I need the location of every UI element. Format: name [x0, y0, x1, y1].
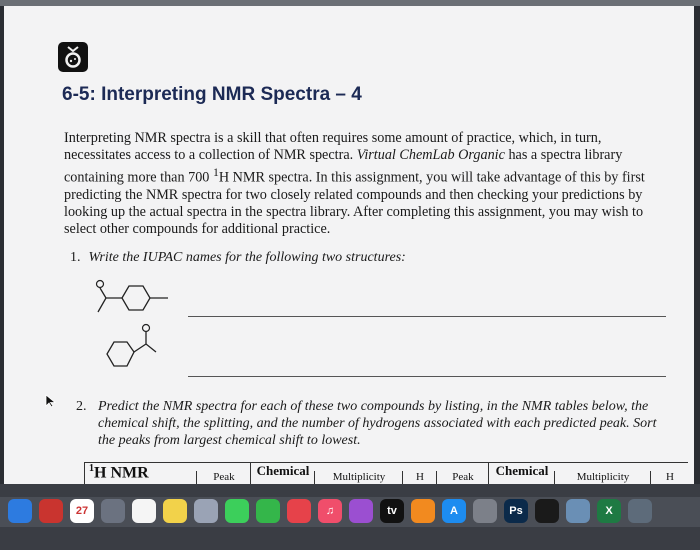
question-2-number: 2. [76, 399, 87, 414]
table-heading [84, 463, 196, 484]
structure-1-drawing [88, 278, 178, 320]
question-1 [70, 250, 406, 266]
calendar-icon[interactable]: 27 [70, 499, 94, 523]
column-header-chemical: Chemical [250, 463, 315, 484]
rocket-icon[interactable] [101, 499, 125, 523]
table-heading-text: H NMR [94, 464, 149, 482]
app-store-icon[interactable]: A [442, 499, 466, 523]
chemlab-logo-icon [58, 42, 88, 72]
cloud-icon[interactable] [628, 499, 652, 523]
intro-text-2: has a spectra library containing more than 700 [64, 147, 623, 186]
column-header-peak: Peak [196, 471, 251, 484]
structure-2-drawing [96, 322, 162, 374]
superscript-one: 1 [212, 165, 219, 179]
column-header-multiplicity: Multiplicity [314, 471, 403, 484]
podcasts-icon[interactable] [349, 499, 373, 523]
table-heading-sup: 1 [89, 463, 94, 474]
answer-line-2[interactable] [188, 376, 666, 377]
excel-icon[interactable]: X [597, 499, 621, 523]
finder-icon[interactable] [8, 499, 32, 523]
column-header-multiplicity-2: Multiplicity [554, 471, 651, 484]
books-icon[interactable] [411, 499, 435, 523]
preferences-icon[interactable] [473, 499, 497, 523]
notes-icon[interactable] [163, 499, 187, 523]
column-header-h-2: H [650, 471, 689, 484]
facetime-icon[interactable] [256, 499, 280, 523]
messages-icon[interactable] [225, 499, 249, 523]
column-header-peak-2: Peak [436, 471, 489, 484]
photos-icon[interactable] [132, 499, 156, 523]
software-name: Virtual ChemLab Organic [356, 147, 505, 163]
nmr-table-header [84, 462, 688, 484]
music-icon[interactable]: ♫ [318, 499, 342, 523]
photoshop-icon[interactable]: Ps [504, 499, 528, 523]
column-header-chemical-2: Chemical [488, 463, 555, 484]
virtual-chemlab-icon[interactable] [535, 499, 559, 523]
page-title: 6-5: Interpreting NMR Spectra – 4 [62, 84, 362, 105]
intro-paragraph [64, 130, 669, 238]
question-1-number: 1. [70, 250, 81, 265]
question-1-text: Write the IUPAC names for the following two structures: [88, 250, 406, 265]
mouse-cursor-icon [45, 394, 57, 408]
photo-booth-icon[interactable] [39, 499, 63, 523]
question-2-text: Predict the NMR spectra for each of these two compounds by listing, in the NMR tables below, the chemical shift, the splitting, and the number of hydrogens associated with each predicted peak. Sort the peaks from largest chemical shift to lowest. [98, 399, 657, 448]
column-header-h: H [402, 471, 437, 484]
document-page [4, 6, 694, 484]
preview-icon[interactable] [566, 499, 590, 523]
news-icon[interactable] [287, 499, 311, 523]
launchpad-icon[interactable] [194, 499, 218, 523]
answer-line-1[interactable] [188, 316, 666, 317]
intro-text-3: H NMR spectra. In this assignment, you will take advantage of this by first predicting the NMR spectra for two closely related compounds and then checking your predictions by looking up the actual spectra in the spectra library. After completing this assignment, you may wish to select other compounds for additional practice. [64, 169, 645, 237]
tv-icon[interactable]: tv [380, 499, 404, 523]
intro-text-1: Interpreting NMR spectra is a skill that often requires some amount of practice, which, in turn, necessitates access to a collection of NMR spectra. [64, 130, 602, 163]
